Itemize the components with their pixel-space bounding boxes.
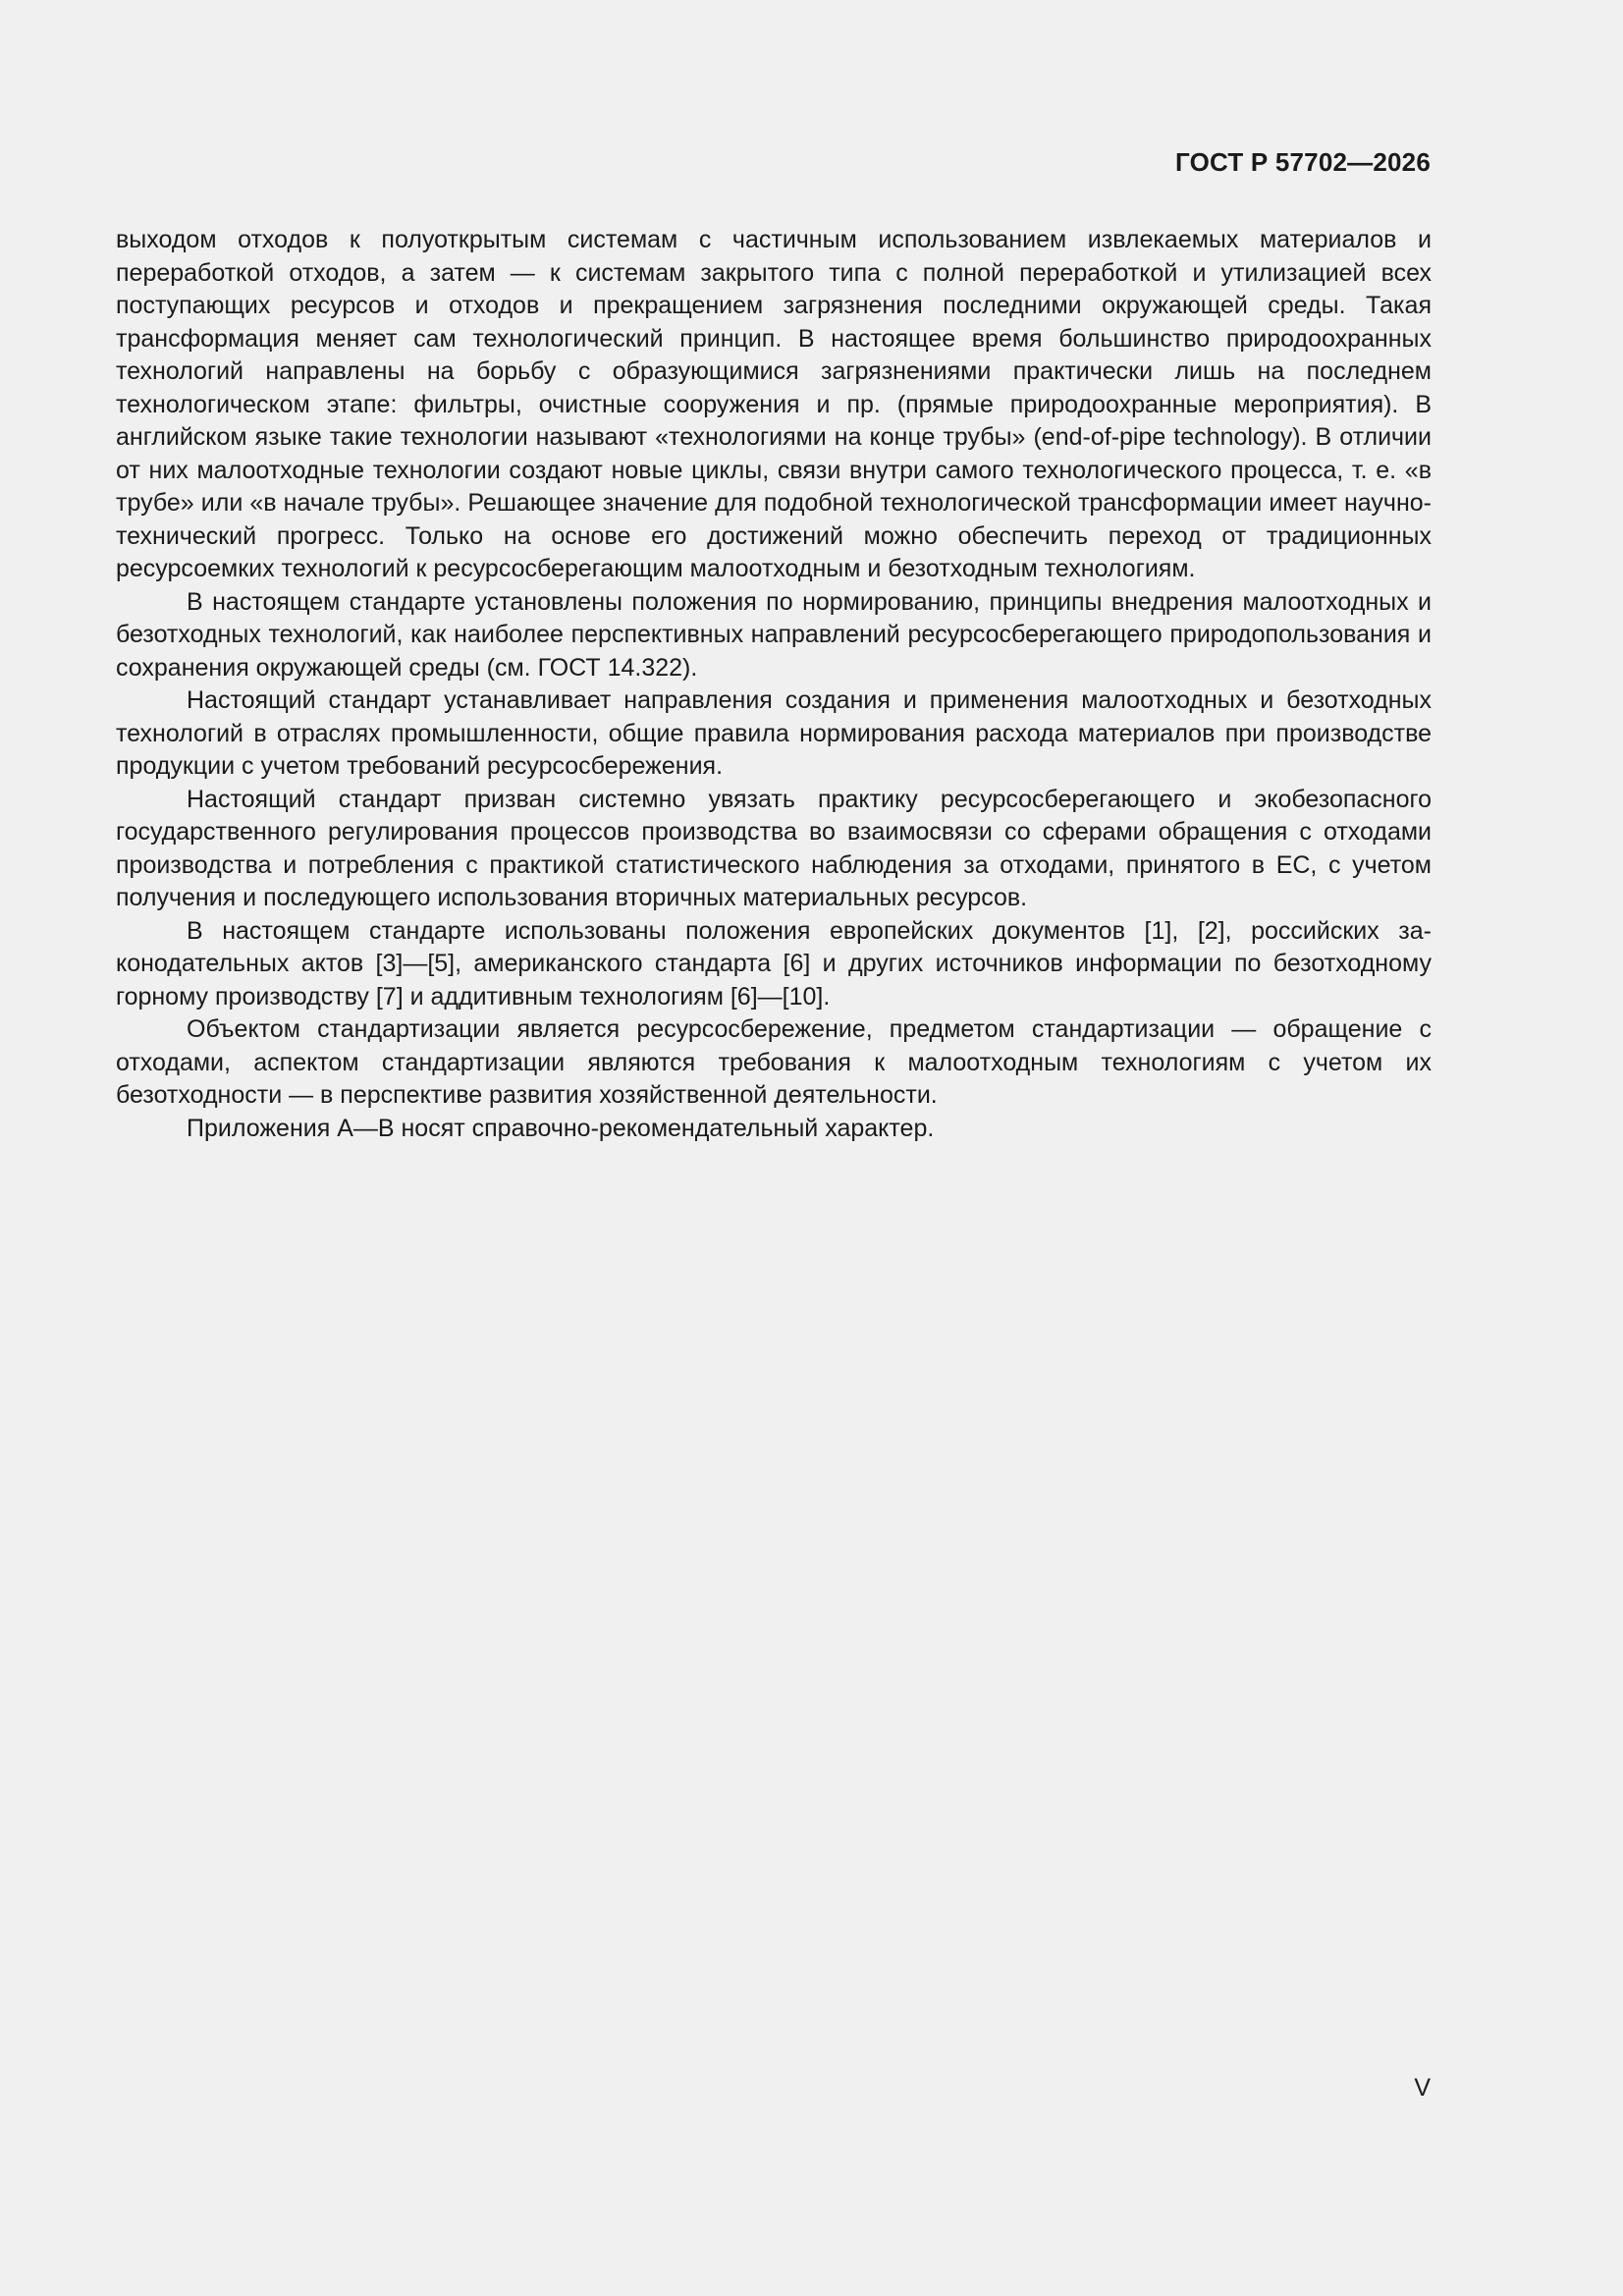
paragraph: В настоящем стандарте установлены положения по нормированию, принципы внедрения малоотходных и безотходных технологий, как наиболее перспективных направлений ресурсосберегающего природопользования и сохранения окружающей среды (см. ГОСТ 14.322).: [116, 587, 1432, 682]
paragraph: Настоящий стандарт призван системно увязать практику ресурсосберегающего и экобезопасного государственного регулирования процессов производства во взаимосвязи со сферами обращения с отходами производства и потребления с практикой статистического наблюдения за отходами, принятого в ЕС, с учетом получения и последующего использования вторичных материальных ресурсов.: [116, 785, 1432, 911]
paragraph: Настоящий стандарт устанавливает направления создания и применения малоотходных и безотходных технологий в отраслях промышленности, общие правила нормирования расхода материалов при производстве продукции с учетом требований ресурсосбережения.: [116, 686, 1432, 780]
paragraph: Объектом стандартизации является ресурсосбережение, предметом стандартизации — обращение с отходами, аспектом стандартизации являются требования к малоотходным технологиям с учетом их безотходности — в перспективе развития хозяйственной деятельности.: [116, 1015, 1432, 1109]
page-number: V: [1414, 2074, 1431, 2102]
document-code: ГОСТ Р 57702—2026: [1175, 147, 1431, 177]
body-text: [116, 224, 1432, 1145]
paragraph: Приложения А—В носят справочно-рекомендательный характер.: [187, 1114, 935, 1142]
paragraph: В настоящем стандарте использованы положения европейских документов [1], [2], российских законодательных актов [3]—[5], американского стандарта [6] и других источников информации по безотходному горному производству [7] и аддитивным технологиям [6]—[10].: [116, 916, 1432, 1011]
paragraph: выходом отходов к полуоткрытым системам с частичным использованием извлекаемых материалов и переработкой отходов, а затем — к системам закрытого типа с полной переработкой и утилизацией всех поступающих ресурсов и отходов и прекращением загрязнения последними окружающей среды. Такая трансформация меняет сам технологический принцип. В настоящее время большинство природоохранных технологий направлены на борьбу с образующимися загрязнениями практически лишь на последнем технологическом этапе: фильтры, очистные сооружения и пр. (прямые природоохранные мероприятия). В английском языке такие технологии называют «технологиями на конце трубы» (end-of-pipe technology). В отличии от них малоотходные технологии создают новые циклы, связи внутри самого технологического процесса, т. е. «в трубе» или «в начале трубы». Решающее значение для подобной технологической трансформации имеет научно-технический прогресс. Только на основе его достижений можно обеспечить переход от традиционных ресурсоемких технологий к ресурсосберегающим малоотходным и безотходным технологиям.: [116, 226, 1432, 582]
